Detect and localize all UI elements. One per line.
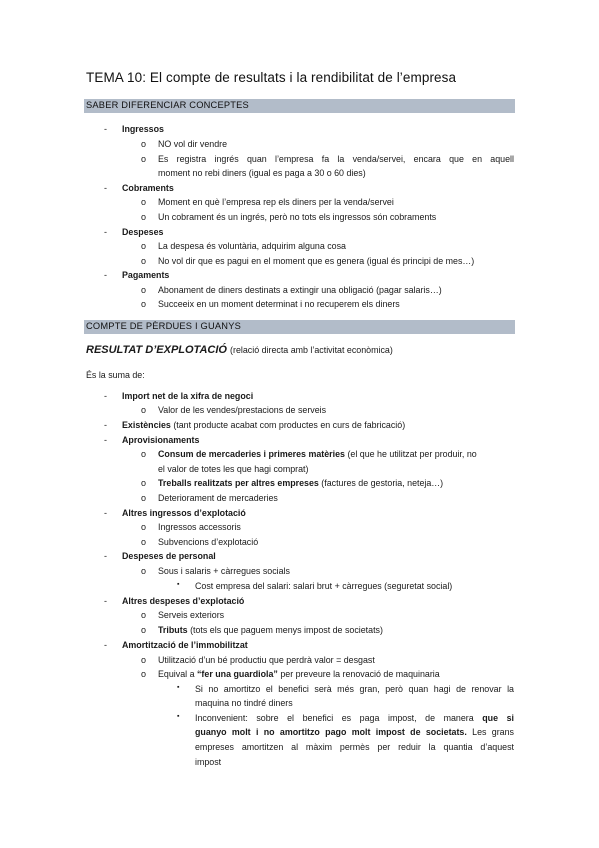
term-existencies-line [122,420,405,431]
square-bullet: ▪ [177,713,180,720]
circle-bullet: o [141,449,147,459]
square-bullet: ▪ [177,581,180,588]
list-item: No vol dir que es pagui en el moment que es genera (igual és principi de mes…) [158,256,475,266]
section-heading-band [84,320,515,334]
sub-list-item-continuation: maquina no tindré diners [195,698,293,708]
sub-list-item-bold: que si [482,713,515,723]
list-item: Succeeix en un moment determinat i no recuperem els diners [158,299,400,309]
dash-bullet: - [104,124,107,134]
term-existencies: Existències [122,420,171,430]
term-despeses-personal: Despeses de personal [122,551,216,561]
circle-bullet: o [141,299,147,309]
circle-bullet: o [141,537,147,547]
dash-bullet: - [104,183,107,193]
sub-list-item-continuation [195,727,514,738]
list-item [158,478,443,489]
list-item-continuation: moment no rebi diners (igual es paga a 30 o 60 dies) [158,168,366,178]
list-item: Ingressos accessoris [158,522,241,532]
list-item-bold: Treballs realitzats per altres empreses [158,478,319,488]
list-item-text: per preveure la renovació de maquinaria [280,669,440,679]
sub-list-item-text: Les grans [472,727,514,737]
circle-bullet: o [141,212,147,222]
dash-bullet: - [104,420,107,430]
term-ingressos: Ingressos [122,124,164,134]
dash-bullet: - [104,508,107,518]
dash-bullet: - [104,270,107,280]
list-item-text: (factures de gestoria, neteja…) [321,478,444,488]
sub-list-item: Cost empresa del salari: salari brut + càrregues (seguretat social) [195,581,453,591]
list-item: La despesa és voluntària, adquirim alguna cosa [158,241,346,251]
list-item-text: (el que he utilitzat per produir, no [347,449,477,459]
circle-bullet: o [141,566,147,576]
list-item: Utilització d’un bé productiu que perdrà valor = desgast [158,655,375,665]
circle-bullet: o [141,154,147,164]
circle-bullet: o [141,197,147,207]
circle-bullet: o [141,655,147,665]
dash-bullet: - [104,640,107,650]
circle-bullet: o [141,522,147,532]
list-item: Abonament de diners destinats a extingir una obligació (pagar salaris…) [158,285,442,295]
circle-bullet: o [141,610,147,620]
list-item-text: Equival a [158,669,195,679]
circle-bullet: o [141,669,147,679]
list-item: Sous i salaris + càrregues socials [158,566,290,576]
list-item-bold: “fer una guardiola” [196,669,278,679]
sub-list-item [195,713,514,724]
term-note: (tant producte acabat com productes en curs de fabricació) [173,420,406,430]
square-bullet: ▪ [177,684,180,691]
circle-bullet: o [141,139,147,149]
circle-bullet: o [141,493,147,503]
list-item-bold: Tributs [158,625,188,635]
circle-bullet: o [141,285,147,295]
subsection-title-note: (relació directa amb l’activitat econòmica) [230,345,393,355]
dash-bullet: - [104,435,107,445]
list-item-bold: Consum de mercaderies i primeres matèries [158,449,345,459]
sub-list-item-text: Inconvenient: sobre el benefici es paga impost, de manera [195,713,474,723]
sub-list-item: Si no amortitzo el benefici serà més gran, però quan hagi de renovar la [195,684,514,694]
dash-bullet: - [104,551,107,561]
list-item: Un cobrament és un ingrés, però no tots els ingressos són cobraments [158,212,437,222]
subsection-title-text: RESULTAT D’EXPLOTACIÓ [86,344,227,356]
dash-bullet: - [104,227,107,237]
term-altres-despeses: Altres despeses d’explotació [122,596,245,606]
list-item: Es registra ingrés quan l’empresa fa la venda/servei, encara que en aquell [158,154,514,164]
dash-bullet: - [104,596,107,606]
list-item: Moment en què l’empresa rep els diners per la venda/servei [158,197,394,207]
list-item: Valor de les vendes/prestacions de serveis [158,405,327,415]
list-item: Subvencions d’explotació [158,537,259,547]
term-cobraments: Cobraments [122,183,174,193]
list-item [158,449,477,460]
list-item: Deteriorament de mercaderies [158,493,278,503]
term-pagaments: Pagaments [122,270,170,280]
list-item-continuation: el valor de totes les que hagi comprat) [158,464,309,474]
intro-text: És la suma de: [86,370,145,380]
section-heading: SABER DIFERENCIAR CONCEPTES [86,100,249,110]
dash-bullet: - [104,391,107,401]
term-despeses: Despeses [122,227,164,237]
list-item: Serveis exteriors [158,610,225,620]
sub-list-item-bold: guanyo molt i no amortitzo pago molt impost de societats. [195,727,467,737]
circle-bullet: o [141,625,147,635]
term-altres-ingressos: Altres ingressos d’explotació [122,508,246,518]
circle-bullet: o [141,256,147,266]
section-heading-band [84,99,515,113]
document-title: TEMA 10: El compte de resultats i la rendibilitat de l’empresa [86,70,457,85]
subsection-title [86,344,393,356]
list-item-text: (tots els que paguem menys impost de societats) [190,625,383,635]
circle-bullet: o [141,241,147,251]
list-item [158,669,440,680]
list-item: NO vol dir vendre [158,139,228,149]
circle-bullet: o [141,478,147,488]
term-amortitzacio: Amortització de l’immobilitzat [122,640,248,650]
term-import-net: Import net de la xifra de negoci [122,391,254,401]
sub-list-item-continuation: impost [195,757,222,767]
term-aprovisionaments: Aprovisionaments [122,435,200,445]
circle-bullet: o [141,405,147,415]
list-item [158,625,383,636]
sub-list-item-continuation: empreses amortitzen al màxim permès per reduir la quantia d’aquest [195,742,514,752]
section-heading: COMPTE DE PÈRDUES I GUANYS [86,321,242,331]
